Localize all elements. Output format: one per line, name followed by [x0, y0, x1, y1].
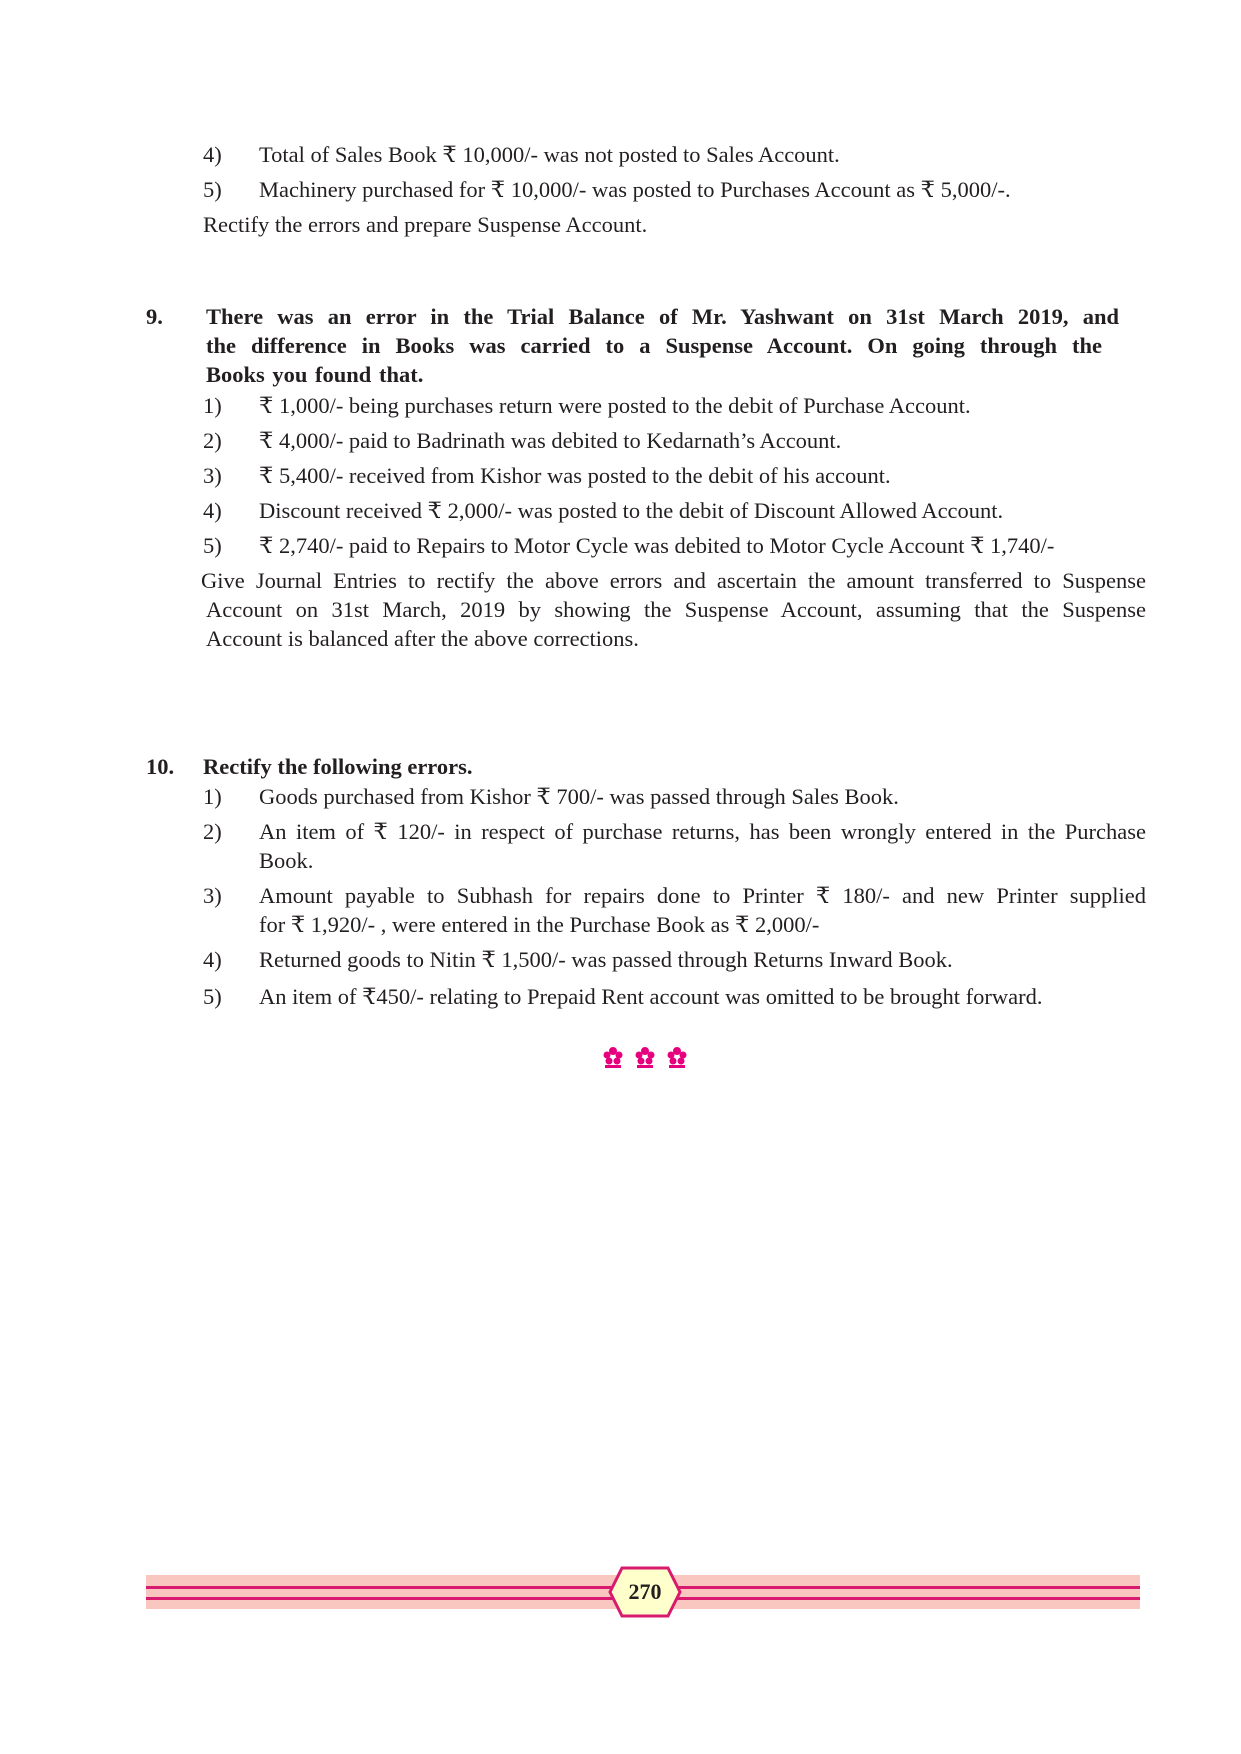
question-heading-line: There was an error in the Trial Balance of Mr. Yashwant on 31st March 2019, and — [206, 304, 1119, 329]
question-number: 9. — [146, 304, 163, 329]
question-instruction-line: Give Journal Entries to rectify the above errors and ascertain the amount transferred to Suspense — [201, 568, 1146, 593]
item-number: 5) — [203, 984, 222, 1009]
question-heading-line: the difference in Books was carried to a Suspense Account. On going through the — [206, 333, 1102, 358]
item-text: Discount received ₹ 2,000/- was posted to the debit of Discount Allowed Account. — [259, 498, 1004, 523]
item-number: 2) — [203, 819, 222, 844]
item-text: An item of ₹450/- relating to Prepaid Rent account was omitted to be brought forward. — [259, 984, 1043, 1009]
item-number: 4) — [203, 142, 222, 167]
item-text: Amount payable to Subhash for repairs done to Printer ₹ 180/- and new Printer supplied — [259, 883, 1146, 908]
item-text: ₹ 4,000/- paid to Badrinath was debited to Kedarnath’s Account. — [259, 428, 842, 453]
item-text: Goods purchased from Kishor ₹ 700/- was passed through Sales Book. — [259, 784, 899, 809]
question-heading: Rectify the following errors. — [203, 754, 473, 779]
item-text: Total of Sales Book ₹ 10,000/- was not posted to Sales Account. — [259, 142, 840, 167]
question-instruction-line: Account is balanced after the above corrections. — [206, 626, 639, 651]
item-text-continued: Book. — [259, 848, 314, 873]
item-text-continued: for ₹ 1,920/- , were entered in the Purchase Book as ₹ 2,000/- — [259, 912, 820, 937]
item-number: 5) — [203, 177, 222, 202]
intro-instruction: Rectify the errors and prepare Suspense Account. — [203, 212, 648, 237]
item-number: 4) — [203, 498, 222, 523]
item-number: 1) — [203, 393, 222, 418]
item-number: 3) — [203, 463, 222, 488]
item-text: Machinery purchased for ₹ 10,000/- was posted to Purchases Account as ₹ 5,000/-. — [259, 177, 1011, 202]
item-text: ₹ 1,000/- being purchases return were posted to the debit of Purchase Account. — [259, 393, 971, 418]
item-text: ₹ 5,400/- received from Kishor was posted to the debit of his account. — [259, 463, 891, 488]
question-instruction-line: Account on 31st March, 2019 by showing the Suspense Account, assuming that the Suspense — [206, 597, 1146, 622]
flower-ornament-icon — [600, 1043, 690, 1069]
page-number: 270 — [628, 1579, 662, 1604]
question-heading-line: Books you found that. — [206, 362, 424, 387]
item-text: An item of ₹ 120/- in respect of purchase returns, has been wrongly entered in the Purchase — [259, 819, 1146, 844]
item-number: 4) — [203, 947, 222, 972]
item-number: 5) — [203, 533, 222, 558]
item-text: Returned goods to Nitin ₹ 1,500/- was passed through Returns Inward Book. — [259, 947, 953, 972]
item-number: 2) — [203, 428, 222, 453]
question-number: 10. — [146, 754, 175, 779]
item-number: 3) — [203, 883, 222, 908]
item-text: ₹ 2,740/- paid to Repairs to Motor Cycle was debited to Motor Cycle Account ₹ 1,740/- — [259, 533, 1055, 558]
item-number: 1) — [203, 784, 222, 809]
